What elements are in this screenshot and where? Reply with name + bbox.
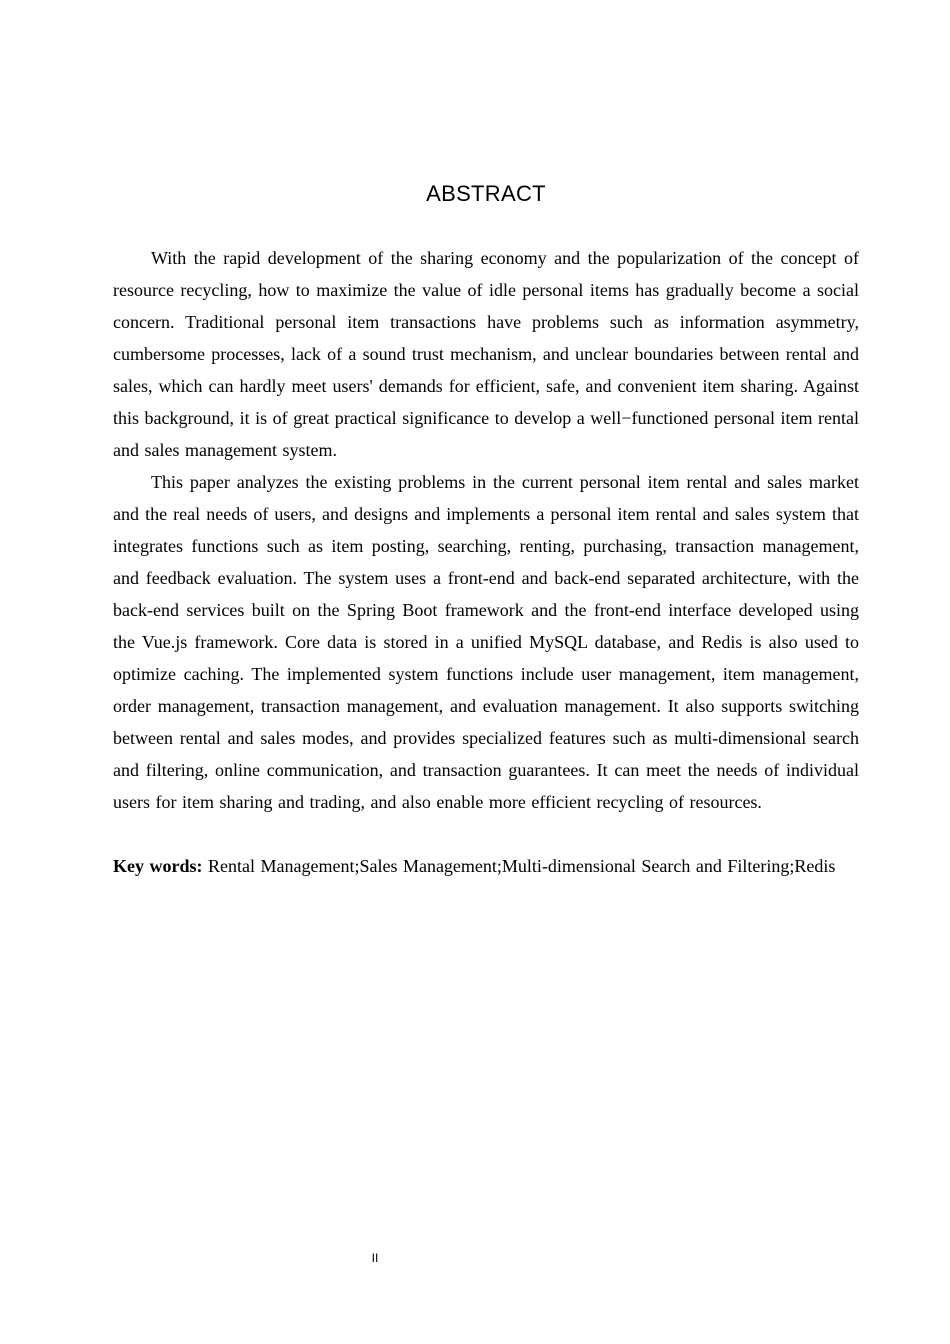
keywords-text: Rental Management;Sales Management;Multi-dimensional Search and Filtering;Redis	[208, 856, 836, 876]
page-number: II	[371, 1251, 379, 1265]
page-title: ABSTRACT	[426, 181, 546, 206]
keywords-label: Key words:	[113, 856, 203, 876]
abstract-body	[113, 242, 859, 882]
abstract-paragraph-1: With the rapid development of the sharing economy and the popularization of the concept of resource recycling, how to maximize the value of idle personal items has gradually become a social concern. Traditional personal item transactions have problems such as information asymmetry, cumbersome processes, lack of a sound trust mechanism, and unclear boundaries between rental and sales, which can hardly meet users' demands for efficient, safe, and convenient item sharing. Against this background, it is of great practical significance to develop a well−functioned personal item rental and sales management system.	[113, 248, 859, 460]
abstract-paragraph-2: This paper analyzes the existing problems in the current personal item rental and sales market and the real needs of users, and designs and implements a personal item rental and sales system that integrates functions such as item posting, searching, renting, purchasing, transaction management, and feedback evaluation. The system uses a front-end and back-end separated architecture, with the back-end services built on the Spring Boot framework and the front-end interface developed using the Vue.js framework. Core data is stored in a unified MySQL database, and Redis is also used to optimize caching. The implemented system functions include user management, item management, order management, transaction management, and evaluation management. It also supports switching between rental and sales modes, and provides specialized features such as multi-dimensional search and filtering, online communication, and transaction guarantees. It can meet the needs of individual users for item sharing and trading, and also enable more efficient recycling of resources.	[113, 472, 859, 812]
keywords-line	[113, 850, 859, 882]
